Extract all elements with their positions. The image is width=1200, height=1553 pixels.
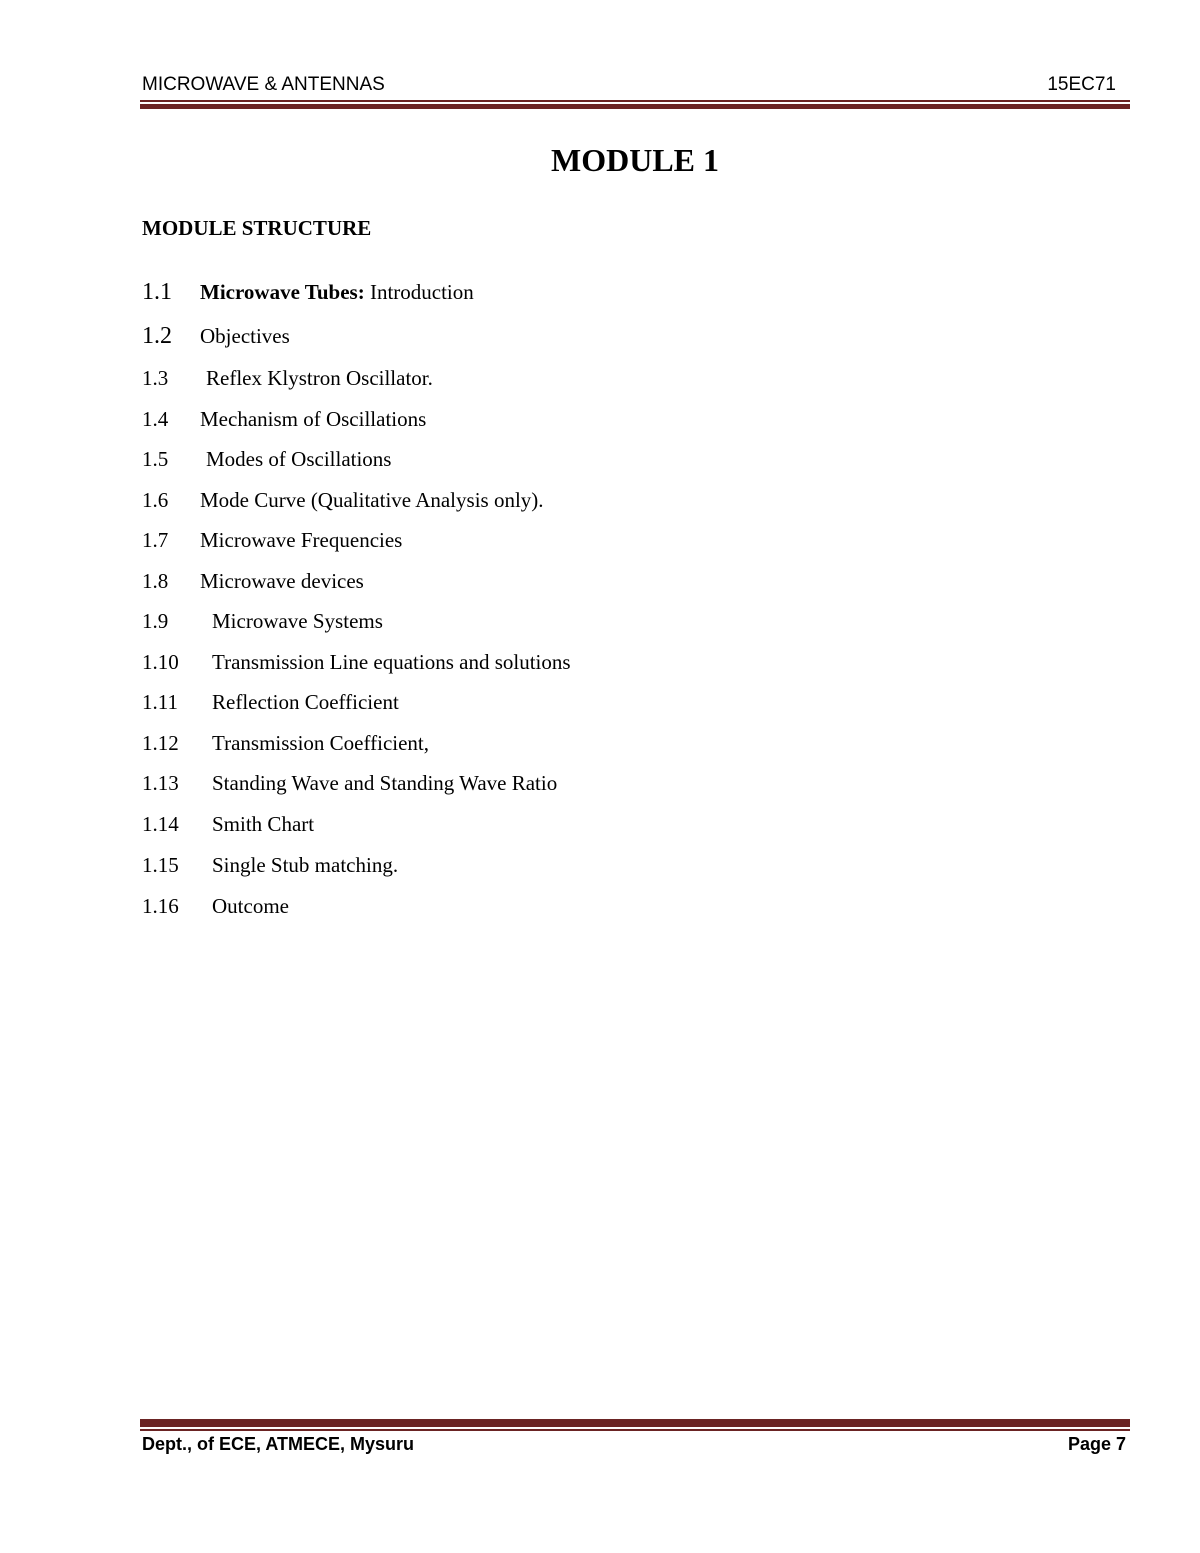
item-number: 1.16: [142, 894, 179, 918]
header-course-code: 15EC71: [1047, 74, 1116, 95]
item-number: 1.10: [142, 650, 179, 674]
item-text: Reflection Coefficient: [212, 690, 399, 714]
item-number: 1.6: [142, 488, 169, 512]
item-text: Mechanism of Oscillations: [200, 407, 427, 431]
item-text: Outcome: [212, 894, 289, 918]
item-number: 1.8: [142, 569, 169, 593]
item-bold-label: Microwave Tubes:: [200, 280, 365, 304]
section-heading: MODULE STRUCTURE: [142, 216, 372, 240]
item-text: Single Stub matching.: [212, 853, 399, 877]
item-text: Microwave Frequencies: [200, 528, 403, 552]
header-course-title: MICROWAVE & ANTENNAS: [142, 74, 385, 95]
item-number: 1.12: [142, 731, 179, 755]
item-text: Mode Curve (Qualitative Analysis only).: [200, 488, 544, 512]
item-number: 1.3: [142, 366, 169, 390]
footer-divider: [140, 1419, 1130, 1431]
item-text: Transmission Line equations and solutions: [212, 650, 571, 674]
item-text: Objectives: [200, 324, 290, 348]
item-number: 1.13: [142, 771, 179, 795]
footer-department: Dept., of ECE, ATMECE, Mysuru: [142, 1434, 415, 1454]
page-title: MODULE 1: [551, 142, 719, 178]
item-number: 1.4: [142, 407, 169, 431]
item-number: 1.1: [142, 279, 172, 305]
item-text: Transmission Coefficient,: [212, 731, 430, 755]
page-header: [140, 74, 1130, 100]
item-text: Introduction: [364, 280, 474, 304]
item-text: Modes of Oscillations: [206, 447, 392, 471]
item-text: Reflex Klystron Oscillator.: [206, 366, 433, 390]
item-text: Microwave devices: [200, 569, 364, 593]
item-text: Smith Chart: [212, 812, 315, 836]
item-number: 1.11: [142, 690, 178, 714]
page-footer: [140, 1434, 1130, 1460]
item-number: 1.15: [142, 853, 179, 877]
header-divider: [140, 100, 1130, 109]
item-text: Standing Wave and Standing Wave Ratio: [212, 771, 558, 795]
item-text: Microwave Systems: [212, 609, 383, 633]
item-number: 1.9: [142, 609, 169, 633]
page-number: Page 7: [1067, 1434, 1126, 1454]
item-number: 1.7: [142, 528, 169, 552]
item-number: 1.2: [142, 323, 172, 349]
item-number: 1.5: [142, 447, 169, 471]
item-number: 1.14: [142, 812, 179, 836]
